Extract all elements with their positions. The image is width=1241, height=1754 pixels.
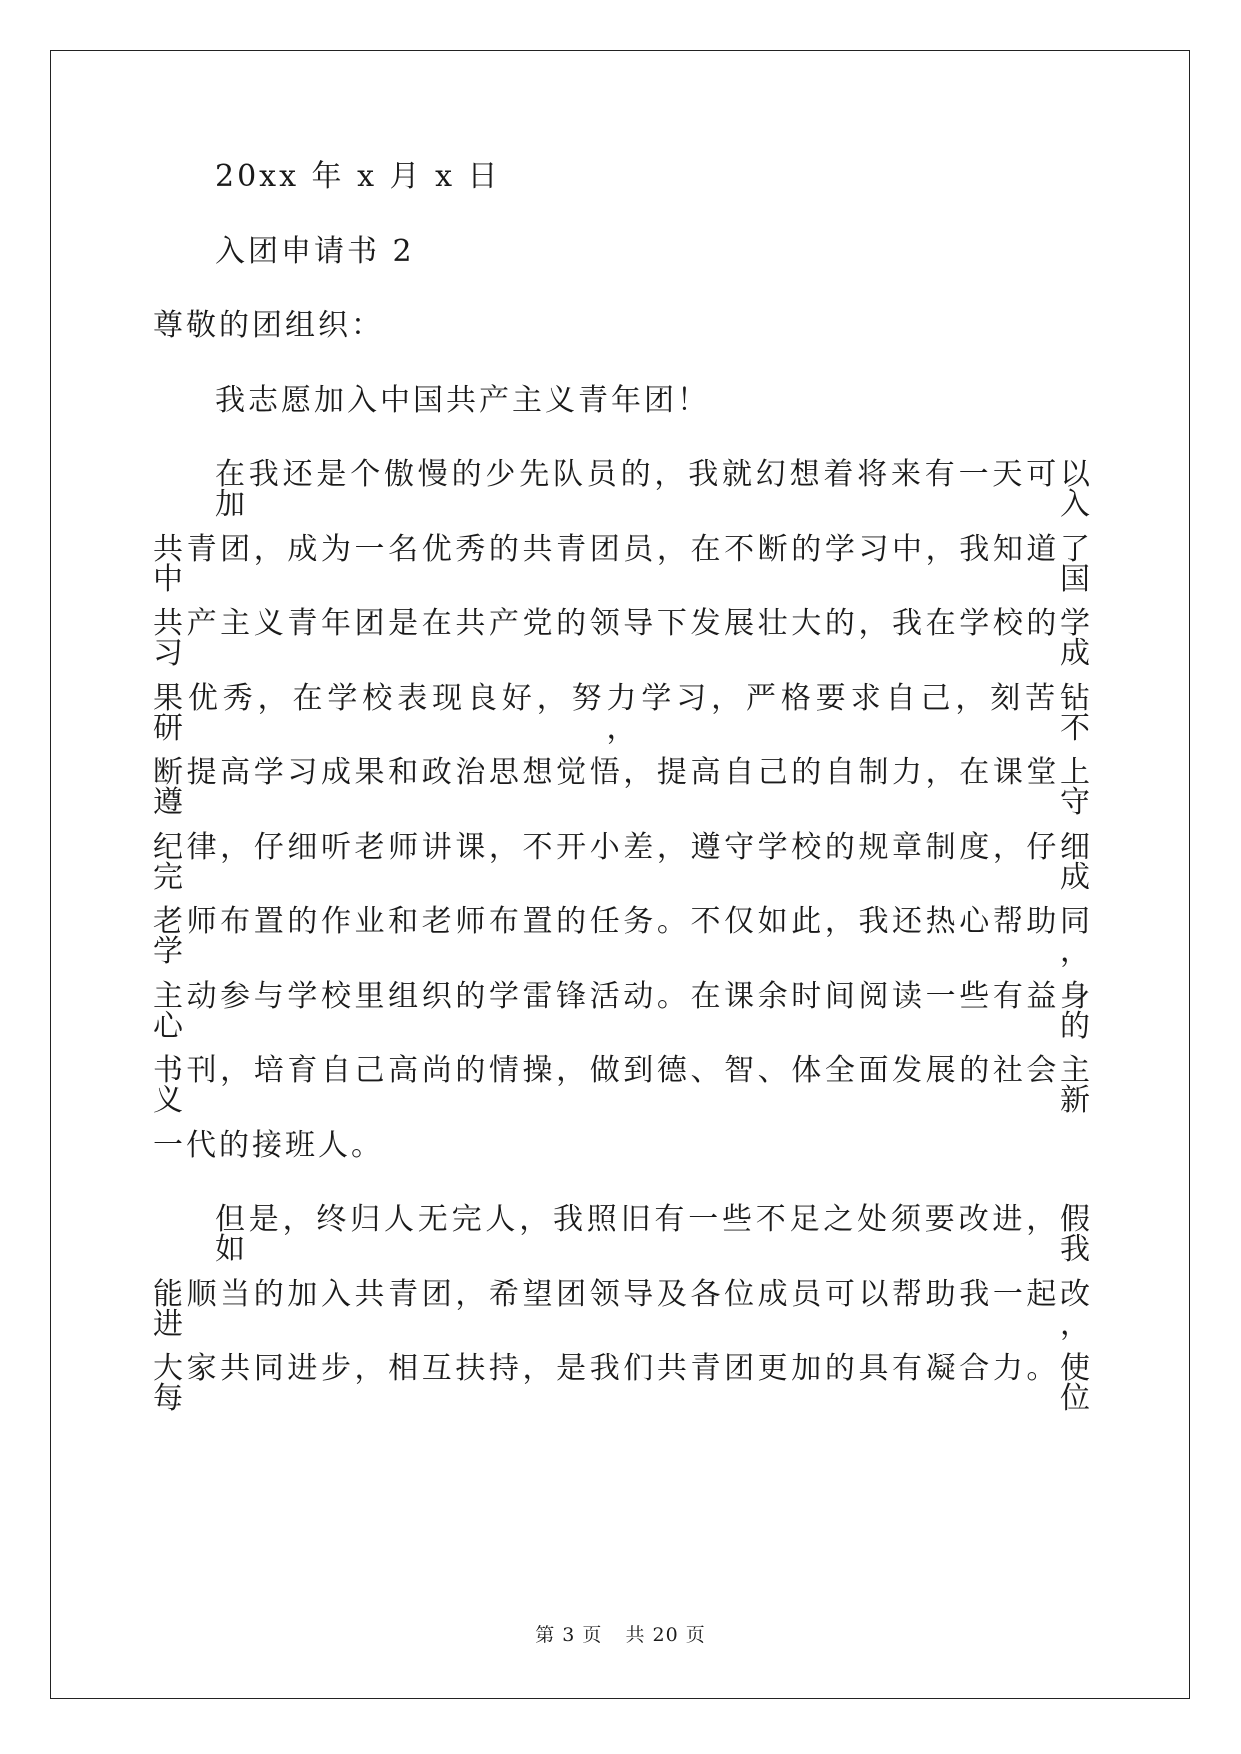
document-body: [153, 159, 1093, 1429]
section-title: 入团申请书 2: [215, 233, 415, 269]
paragraph-2-line: 共青团，成为一名优秀的共青团员，在不断的学习中，我知道了中国: [153, 531, 1093, 597]
page-number-current: 第 3 页: [535, 1624, 603, 1646]
paragraph-2-line: 共产主义青年团是在共产党的领导下发展壮大的，我在学校的学习成: [153, 606, 1093, 671]
paragraph-3-line: 但是，终归人无完人，我照旧有一些不足之处须要改进，假如我: [215, 1202, 1093, 1267]
date-line: 20xx 年 x 月 x 日: [215, 159, 501, 194]
salutation: 尊敬的团组织：: [153, 308, 384, 343]
paragraph-2-line: 在我还是个傲慢的少先队员的，我就幻想着将来有一天可以加入: [215, 457, 1093, 522]
page-number-total: 共 20 页: [625, 1624, 706, 1646]
paragraph-3-line: 大家共同进步，相互扶持，是我们共青团更加的具有凝合力。使每位: [153, 1351, 1093, 1416]
paragraph-2-line: 老师布置的作业和老师布置的任务。不仅如此，我还热心帮助同学，: [153, 904, 1093, 969]
page-footer: [0, 1620, 1241, 1647]
paragraph-2-line: 主动参与学校里组织的学雷锋活动。在课余时间阅读一些有益身心的: [153, 978, 1093, 1044]
paragraph-2-line: 果优秀，在学校表现良好，努力学习，严格要求自己，刻苦钻研，不: [153, 680, 1093, 746]
paragraph-1-line: 我志愿加入中国共产主义青年团！: [215, 382, 710, 418]
paragraph-2-line: 书刊，培育自己高尚的情操，做到德、智、体全面发展的社会主义新: [153, 1053, 1093, 1118]
paragraph-2-line: 断提高学习成果和政治思想觉悟，提高自己的自制力，在课堂上遵守: [153, 755, 1093, 820]
paragraph-2-line: 一代的接班人。: [153, 1127, 384, 1163]
paragraph-2-line: 纪律，仔细听老师讲课，不开小差，遵守学校的规章制度，仔细完成: [153, 829, 1093, 895]
paragraph-3-line: 能顺当的加入共青团，希望团领导及各位成员可以帮助我一起改进，: [153, 1276, 1093, 1342]
